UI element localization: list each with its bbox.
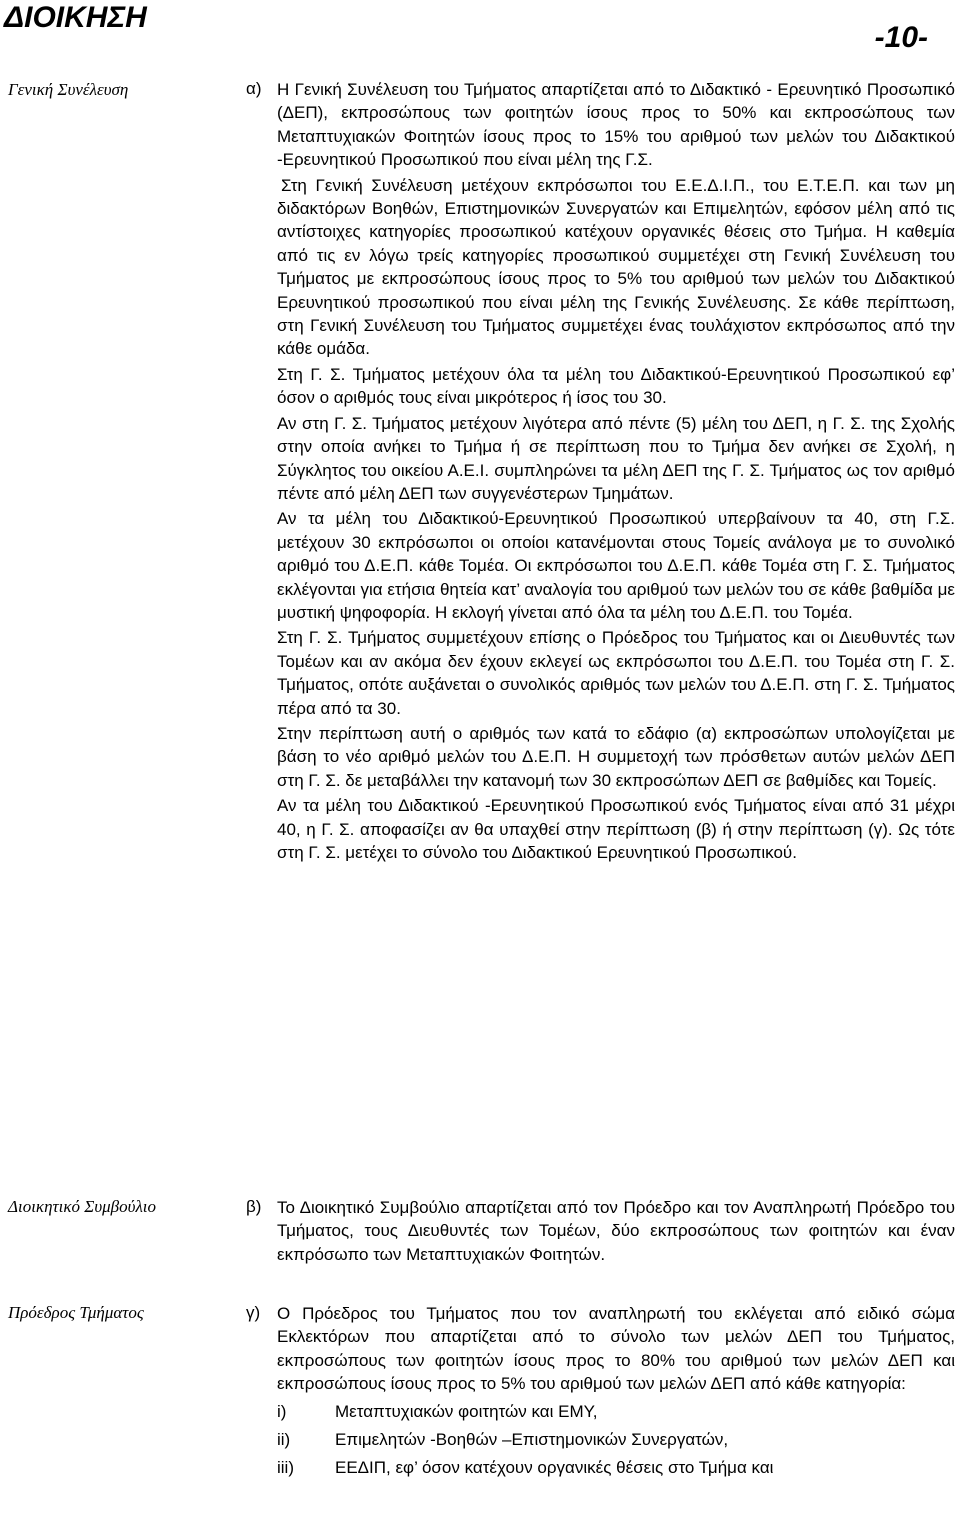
section-a-paragraph: Αν τα μέλη του Διδακτικού-Ερευνητικού Προσωπικού υπερβαίνουν τα 40, στη Γ.Σ. μετέχουν 30 εκπρόσωποι οι οποίοι κατανέμονται στους Τομείς ανάλογα με το συνολικό αριθμό του Δ.Ε.Π. κάθε Τομέα. Οι εκπρόσωποι του Δ.Ε.Π. κάθε Τομέα στη Γ. Σ. Τμήματος εκλέγονται για ετήσια θητεία κατ’ αναλογία του αριθμού των μελών του σε κάθε βαθμίδα με μυστική ψηφοφορία. Η εκλογή γίνεται από όλα τα μέλη του Δ.Ε.Π. του Τομέα. bbox=[277, 509, 955, 622]
section-a-paragraph: Η Γενική Συνέλευση του Τμήματος απαρτίζεται από το Διδακτικό - Ερευνητικό Προσωπικό (ΔΕΠ), εκπροσώπους των φοιτητών ίσους προς το 50% και εκπροσώπους των Μεταπτυχιακών Φοιτητών ίσους προς το 15% του αριθμού των μελών του Διδακτικού -Ερευνητικού Προσωπικού που είναι μέλη της Γ.Σ. bbox=[277, 80, 955, 170]
margin-label-general-assembly: Γενική Συνέλευση bbox=[8, 80, 129, 99]
list-item bbox=[277, 1428, 955, 1456]
page-number: -10- bbox=[874, 21, 928, 54]
list-item bbox=[277, 1400, 955, 1428]
section-a-marker: α) bbox=[246, 79, 262, 98]
section-a-body bbox=[277, 78, 955, 864]
section-b-paragraph: Το Διοικητικό Συμβούλιο απαρτίζεται από τον Πρόεδρο και τον Αναπληρωτή Πρόεδρο του Τμήματος, τους Διευθυντές των Τομέων, δύο εκπροσώπους των φοιτητών και έναν εκπρόσωπο των Μεταπτυχιακών Φοιτητών. bbox=[277, 1198, 955, 1264]
section-a-paragraph: Στην περίπτωση αυτή ο αριθμός των κατά το εδάφιο (α) εκπροσώπων υπολογίζεται με βάση το νέο αριθμό μελών του Δ.Ε.Π. Η συμμετοχή των πρόσθετων αυτών μελών ΔΕΠ στη Γ. Σ. δε μεταβάλλει την κατανομή των 30 εκπροσώπων ΔΕΠ σε βαθμίδες και Τομείς. bbox=[277, 723, 955, 790]
section-a-paragraph: Αν τα μέλη του Διδακτικού -Ερευνητικού Προσωπικού ενός Τμήματος είναι από 31 μέχρι 40, η Γ. Σ. αποφασίζει αν θα υπαχθεί στην περίπτωση (β) ή στην περίπτωση (γ). Ως τότε στη Γ. Σ. μετέχει το σύνολο του Διδακτικού Ερευνητικού Προσωπικού. bbox=[277, 796, 955, 862]
margin-label-administrative-board: Διοικητικό Συμβούλιο bbox=[8, 1197, 157, 1216]
section-c-marker: γ) bbox=[246, 1303, 261, 1322]
section-c-body bbox=[277, 1302, 955, 1484]
section-a-paragraph: Στη Γ. Σ. Τμήματος συμμετέχουν επίσης ο Πρόεδρος του Τμήματος και οι Διευθυντές των Τομέων και αν ακόμα δεν έχουν εκλεγεί ως εκπρόσωποι του Δ.Ε.Π. του Τομέα στη Γ. Σ. Τμήματος, οπότε αυξάνεται ο συνολικός αριθμός των μελών του Δ.Ε.Π. στη Γ. Σ. Τμήματος πέρα από τα 30. bbox=[277, 628, 955, 718]
list-item-number: i) bbox=[277, 1401, 287, 1421]
section-a-paragraph: Αν στη Γ. Σ. Τμήματος μετέχουν λιγότερα από πέντε (5) μέλη του ΔΕΠ, η Γ. Σ. της Σχολής στην οποία ανήκει το Τμήμα ή σε περίπτωση που το Τμήμα δεν ανήκει σε Σχολή, η Σύγκλητος του οικείου Α.Ε.Ι. συμπληρώνει τα μέλη ΔΕΠ της Γ. Σ. Τμήματος ως τον αριθμό πέντε από μέλη ΔΕΠ των συγγενέστερων Τμημάτων. bbox=[277, 413, 955, 503]
list-item bbox=[277, 1456, 955, 1484]
section-a-paragraph: Στη Γενική Συνέλευση μετέχουν εκπρόσωποι του Ε.Ε.Δ.Ι.Π., του Ε.Τ.Ε.Π. και των μη διδακτόρων Βοηθών, Επιστημονικών Συνεργατών και Επιμελητών, εφόσον μέλη από τις αντίστοιχες κατηγορίες προσωπικού κατέχουν οργανικές θέσεις στο Τμήμα. Η καθεμία από τις εν λόγω τρείς κατηγορίες προσωπικού συμμετέχει στη Γενική Συνέλευση του Τμήματος με εκπροσώπους ίσους προς το 5% του αριθμού των μελών του Διδακτικού Ερευνητικού προσωπικού που είναι μέλη της Γενικής Συνέλευσης. Σε κάθε περίπτωση, στη Γενική Συνέλευση του Τμήματος συμμετέχει ένας τουλάχιστον εκπρόσωπος από την κάθε ομάδα. bbox=[277, 175, 955, 359]
list-item-text: ΕΕΔΙΠ, εφ’ όσον κατέχουν οργανικές θέσεις στο Τμήμα και bbox=[335, 1457, 774, 1477]
margin-label-department-president: Πρόεδρος Τμήματος bbox=[8, 1303, 144, 1322]
section-b-marker: β) bbox=[246, 1197, 262, 1216]
list-item-number: iii) bbox=[277, 1457, 294, 1477]
section-a-paragraph: Στη Γ. Σ. Τμήματος μετέχουν όλα τα μέλη του Διδακτικού-Ερευνητικού Προσωπικού εφ’ όσον ο αριθμός τους είναι μικρότερος ή ίσος του 30. bbox=[277, 364, 955, 408]
list-item-text: Επιμελητών -Βοηθών –Επιστημονικών Συνεργατών, bbox=[335, 1429, 729, 1449]
category-list bbox=[277, 1400, 955, 1484]
list-item-number: ii) bbox=[277, 1429, 291, 1449]
list-item-text: Μεταπτυχιακών φοιτητών και ΕΜΥ, bbox=[335, 1401, 598, 1421]
section-c-paragraph: Ο Πρόεδρος του Τμήματος που τον αναπληρωτή του εκλέγεται από ειδικό σώμα Εκλεκτόρων που απαρτίζεται από το σύνολο των μελών ΔΕΠ του Τμήματος, εκπροσώπους των φοιτητών ίσους προς το 80% του αριθμού των μελών ΔΕΠ και εκπροσώπους ίσους προς το 5% του αριθμού των μελών ΔΕΠ από κάθε κατηγορία: bbox=[277, 1304, 955, 1394]
page-heading: ΔΙΟΙΚΗΣΗ bbox=[4, 1, 147, 34]
section-b-body bbox=[277, 1196, 955, 1266]
